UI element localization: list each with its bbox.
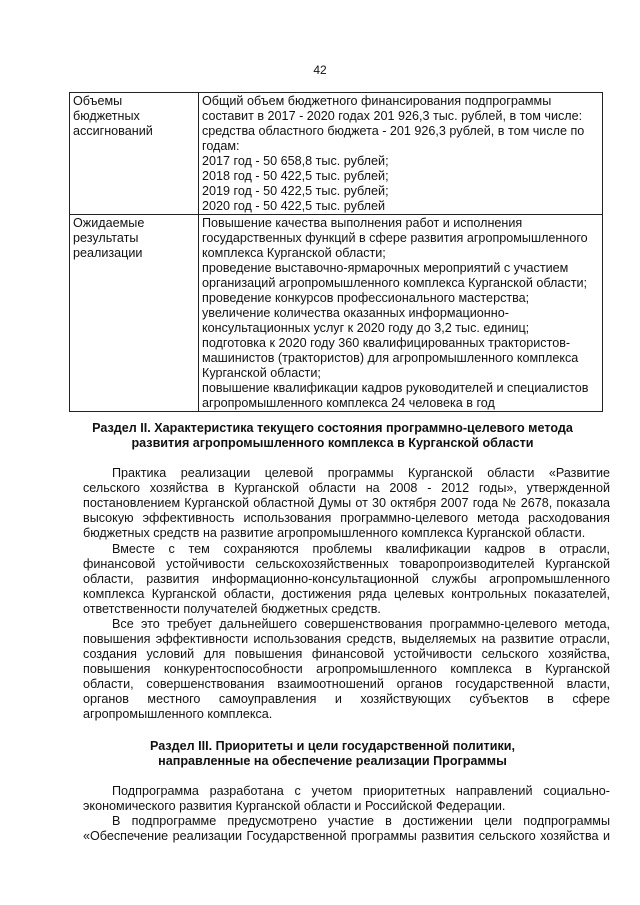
content-line: консультационных услуг к 2020 году до 3,2 тыс. единиц; [202, 321, 530, 335]
section-3-paragraph-2 [83, 814, 610, 844]
heading-line: направленные на обеспечение реализации Программы [158, 754, 507, 768]
paragraph-line: области, совершенствования взаимоотношений органов государственной власти, [83, 677, 610, 691]
section-3-heading [60, 739, 605, 769]
paragraph-line: экономического развития Курганской области и Российской Федерации. [83, 799, 506, 813]
paragraph-line: области, развития информационно-консультационной службы агропромышленного [83, 572, 610, 586]
table-row [70, 93, 603, 215]
content-line: 2018 год - 50 422,5 тыс. рублей; [202, 169, 389, 183]
section-3-paragraph-1 [83, 784, 610, 814]
content-line: годам: [202, 139, 240, 153]
content-line: увеличение количества оказанных информационно- [202, 306, 509, 320]
row-content-results [199, 215, 603, 412]
row-label-budget [70, 93, 199, 215]
content-line: 2020 год - 50 422,5 тыс. рублей [202, 199, 386, 213]
content-line: машинистов (трактористов) для агропромышленного комплекса [202, 351, 579, 365]
content-line: Повышение качества выполнения работ и исполнения [202, 216, 523, 230]
section-2-paragraph-2 [83, 542, 610, 617]
content-line: проведение конкурсов профессионального мастерства; [202, 291, 530, 305]
passport-table [69, 92, 603, 412]
paragraph-line: финансовой устойчивости сельскохозяйственных товаропроизводителей Курганской [83, 557, 610, 571]
heading-line: развития агропромышленного комплекса в Курганской области [131, 436, 534, 450]
paragraph-line: органов местного самоуправления и хозяйствующих субъектов в сфере [83, 692, 610, 706]
page-number: 42 [313, 63, 327, 77]
label-line: Объемы [73, 94, 123, 108]
content-line: средства областного бюджета - 201 926,3 рублей, в том числе по [202, 124, 585, 138]
content-line: подготовка к 2020 году 360 квалифицированных трактористов- [202, 336, 571, 350]
content-line: 2017 год - 50 658,8 тыс. рублей; [202, 154, 389, 168]
section-2-paragraph-1 [83, 466, 610, 541]
content-line: Общий объем бюджетного финансирования подпрограммы [202, 94, 552, 108]
heading-line: Раздел II. Характеристика текущего состояния программно-целевого метода [92, 421, 573, 435]
section-2-heading [60, 421, 605, 451]
paragraph-line: повышения конкурентоспособности агропромышленного комплекса в Курганской [83, 662, 610, 676]
content-line: проведение выставочно-ярмарочных мероприятий с участием [202, 261, 569, 275]
label-line: ассигнований [73, 124, 153, 138]
content-line: государственных функций в сфере развития агропромышленного [202, 231, 588, 245]
label-line: Ожидаемые [73, 216, 145, 230]
content-line: агропромышленного комплекса 24 человека в год [202, 396, 495, 410]
paragraph-line: Практика реализации целевой программы Курганской области «Развитие [112, 466, 610, 480]
row-label-results [70, 215, 199, 412]
label-line: результаты [73, 231, 139, 245]
label-line: реализации [73, 246, 143, 260]
paragraph-line: В подпрограмме предусмотрено участие в достижении цели подпрограммы [112, 814, 610, 828]
paragraph-line: Все это требует дальнейшего совершенствования программно-целевого метода, [112, 617, 610, 631]
paragraph-line: постановлением Курганской областной Думы от 30 октября 2007 года № 2678, показала [83, 496, 610, 510]
content-line: 2019 год - 50 422,5 тыс. рублей; [202, 184, 389, 198]
content-line: повышение квалификации кадров руководителей и специалистов [202, 381, 589, 395]
paragraph-line: ответственности получателей бюджетных средств. [83, 602, 381, 616]
paragraph-line: Подпрограмма разработана с учетом приоритетных направлений социально- [112, 784, 610, 798]
paragraph-line: агропромышленного комплекса. [83, 707, 273, 721]
table-row [70, 215, 603, 412]
content-line: комплекса Курганской области; [202, 246, 386, 260]
paragraph-line: Вместе с тем сохраняются проблемы квалификации кадров в отрасли, [112, 542, 610, 556]
content-line: организаций агропромышленного комплекса Курганской области; [202, 276, 588, 290]
paragraph-line: создания условий для повышения финансовой устойчивости сельского хозяйства, [83, 647, 610, 661]
paragraph-line: комплекса Курганской области, достижения ряда целевых контрольных показателей, [83, 587, 610, 601]
paragraph-line: сельского хозяйства в Курганской области на 2008 - 2012 годы», утвержденной [83, 481, 610, 495]
paragraph-line: «Обеспечение реализации Государственной программы развития сельского хозяйства и [83, 829, 610, 843]
paragraph-line: бюджетных средств на развитие агропромышленного комплекса Курганской области. [83, 526, 586, 540]
paragraph-line: высокую эффективность использования программно-целевого метода расходования [83, 511, 610, 525]
row-content-budget [199, 93, 603, 215]
section-2-paragraph-3 [83, 617, 610, 722]
heading-line: Раздел III. Приоритеты и цели государственной политики, [150, 739, 515, 753]
content-line: составит в 2017 - 2020 годах 201 926,3 тыс. рублей, в том числе: [202, 109, 583, 123]
paragraph-line: повышения эффективности использования средств, выделяемых на развитие отрасли, [83, 632, 610, 646]
label-line: бюджетных [73, 109, 140, 123]
content-line: Курганской области; [202, 366, 321, 380]
